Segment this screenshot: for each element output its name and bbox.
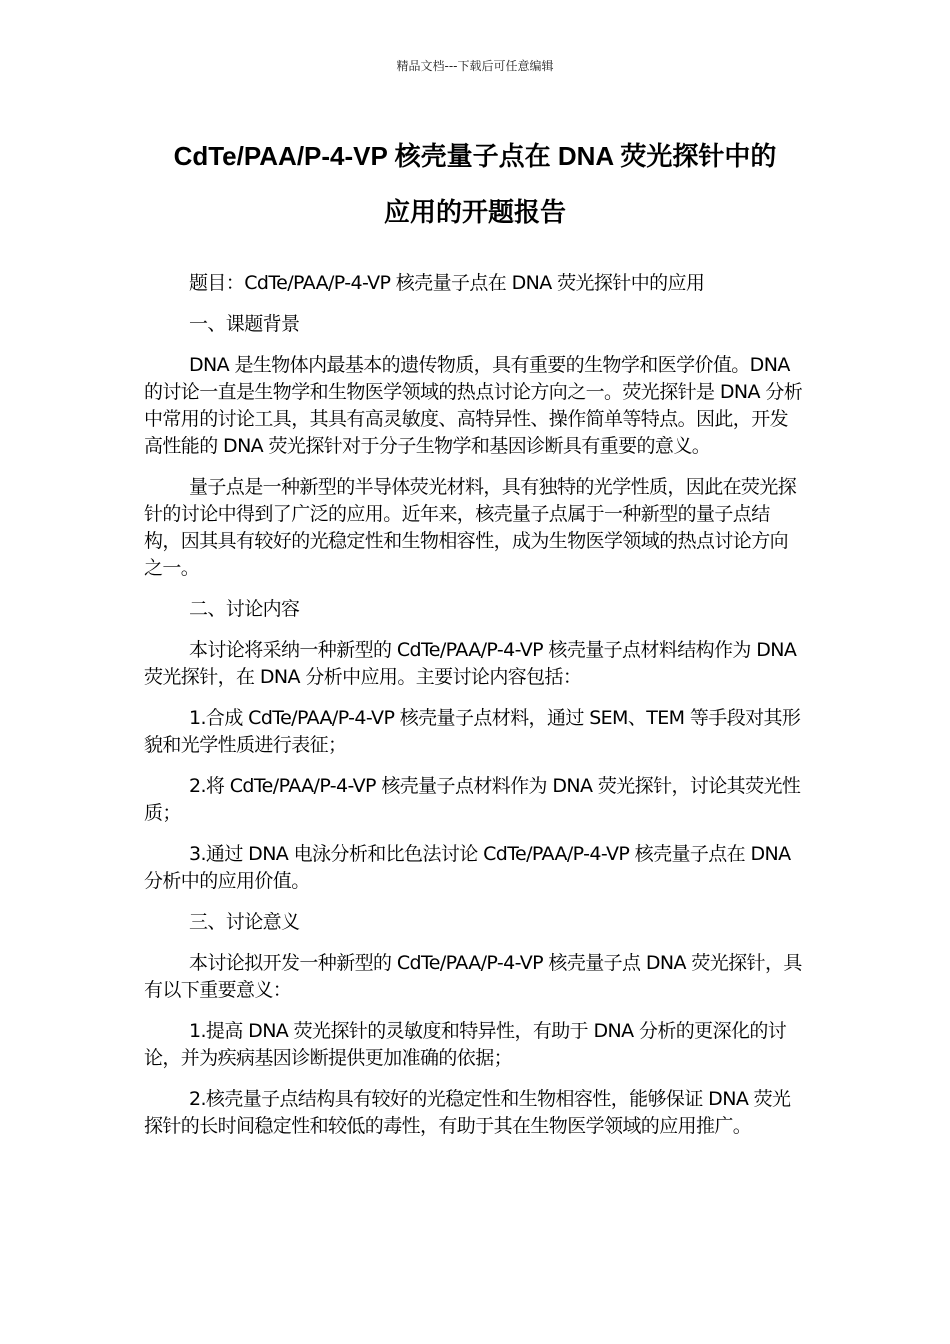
list-item-content-2: 2.将 CdTe/PAA/P-4-VP 核壳量子点材料作为 DNA 荧光探针，讨论其荧光性质； — [144, 775, 801, 824]
page-header-watermark: 精品文档---下载后可任意编辑 — [396, 59, 554, 73]
document-title — [120, 128, 830, 240]
list-item-content-3: 3.通过 DNA 电泳分析和比色法讨论 CdTe/PAA/P-4-VP 核壳量子点在 DNA 分析中的应用价值。 — [144, 843, 791, 892]
document-title-line-1: CdTe/PAA/P-4-VP 核壳量子点在 DNA 荧光探针中的 — [173, 141, 777, 171]
paragraph-background-2: 量子点是一种新型的半导体荧光材料，具有独特的光学性质，因此在荧光探针的讨论中得到了广泛的应用。近年来，核壳量子点属于一种新型的量子点结构，因其具有较好的光稳定性和生物相容性，成为生物医学领域的热点讨论方向之一。 — [144, 476, 797, 579]
topic-line: 题目：CdTe/PAA/P-4-VP 核壳量子点在 DNA 荧光探针中的应用 — [189, 272, 705, 294]
section-heading-background: 一、课题背景 — [189, 313, 300, 335]
paragraph-content-intro: 本讨论将采纳一种新型的 CdTe/PAA/P-4-VP 核壳量子点材料结构作为 DNA 荧光探针，在 DNA 分析中应用。主要讨论内容包括： — [144, 639, 797, 688]
section-heading-significance: 三、讨论意义 — [189, 911, 300, 933]
paragraph-background-1: DNA 是生物体内最基本的遗传物质，具有重要的生物学和医学价值。DNA 的讨论一直是生物学和生物医学领域的热点讨论方向之一。荧光探针是 DNA 分析中常用的讨论工具，其具有高灵敏度、高特异性、操作简单等特点。因此，开发高性能的 DNA 荧光探针对于分子生物学和基因诊断具有重要的意义。 — [144, 354, 803, 457]
section-heading-content: 二、讨论内容 — [189, 598, 300, 620]
document-body — [144, 270, 804, 1154]
paragraph-significance-intro: 本讨论拟开发一种新型的 CdTe/PAA/P-4-VP 核壳量子点 DNA 荧光探针，具有以下重要意义： — [144, 952, 802, 1001]
list-item-significance-2: 2.核壳量子点结构具有较好的光稳定性和生物相容性，能够保证 DNA 荧光探针的长时间稳定性和较低的毒性，有助于其在生物医学领域的应用推广。 — [144, 1088, 791, 1137]
list-item-content-1: 1.合成 CdTe/PAA/P-4-VP 核壳量子点材料，通过 SEM、TEM 等手段对其形貌和光学性质进行表征； — [144, 707, 801, 756]
document-title-line-2: 应用的开题报告 — [383, 197, 566, 227]
list-item-significance-1: 1.提高 DNA 荧光探针的灵敏度和特异性，有助于 DNA 分析的更深化的讨论，并为疾病基因诊断提供更加准确的依据； — [144, 1020, 787, 1069]
